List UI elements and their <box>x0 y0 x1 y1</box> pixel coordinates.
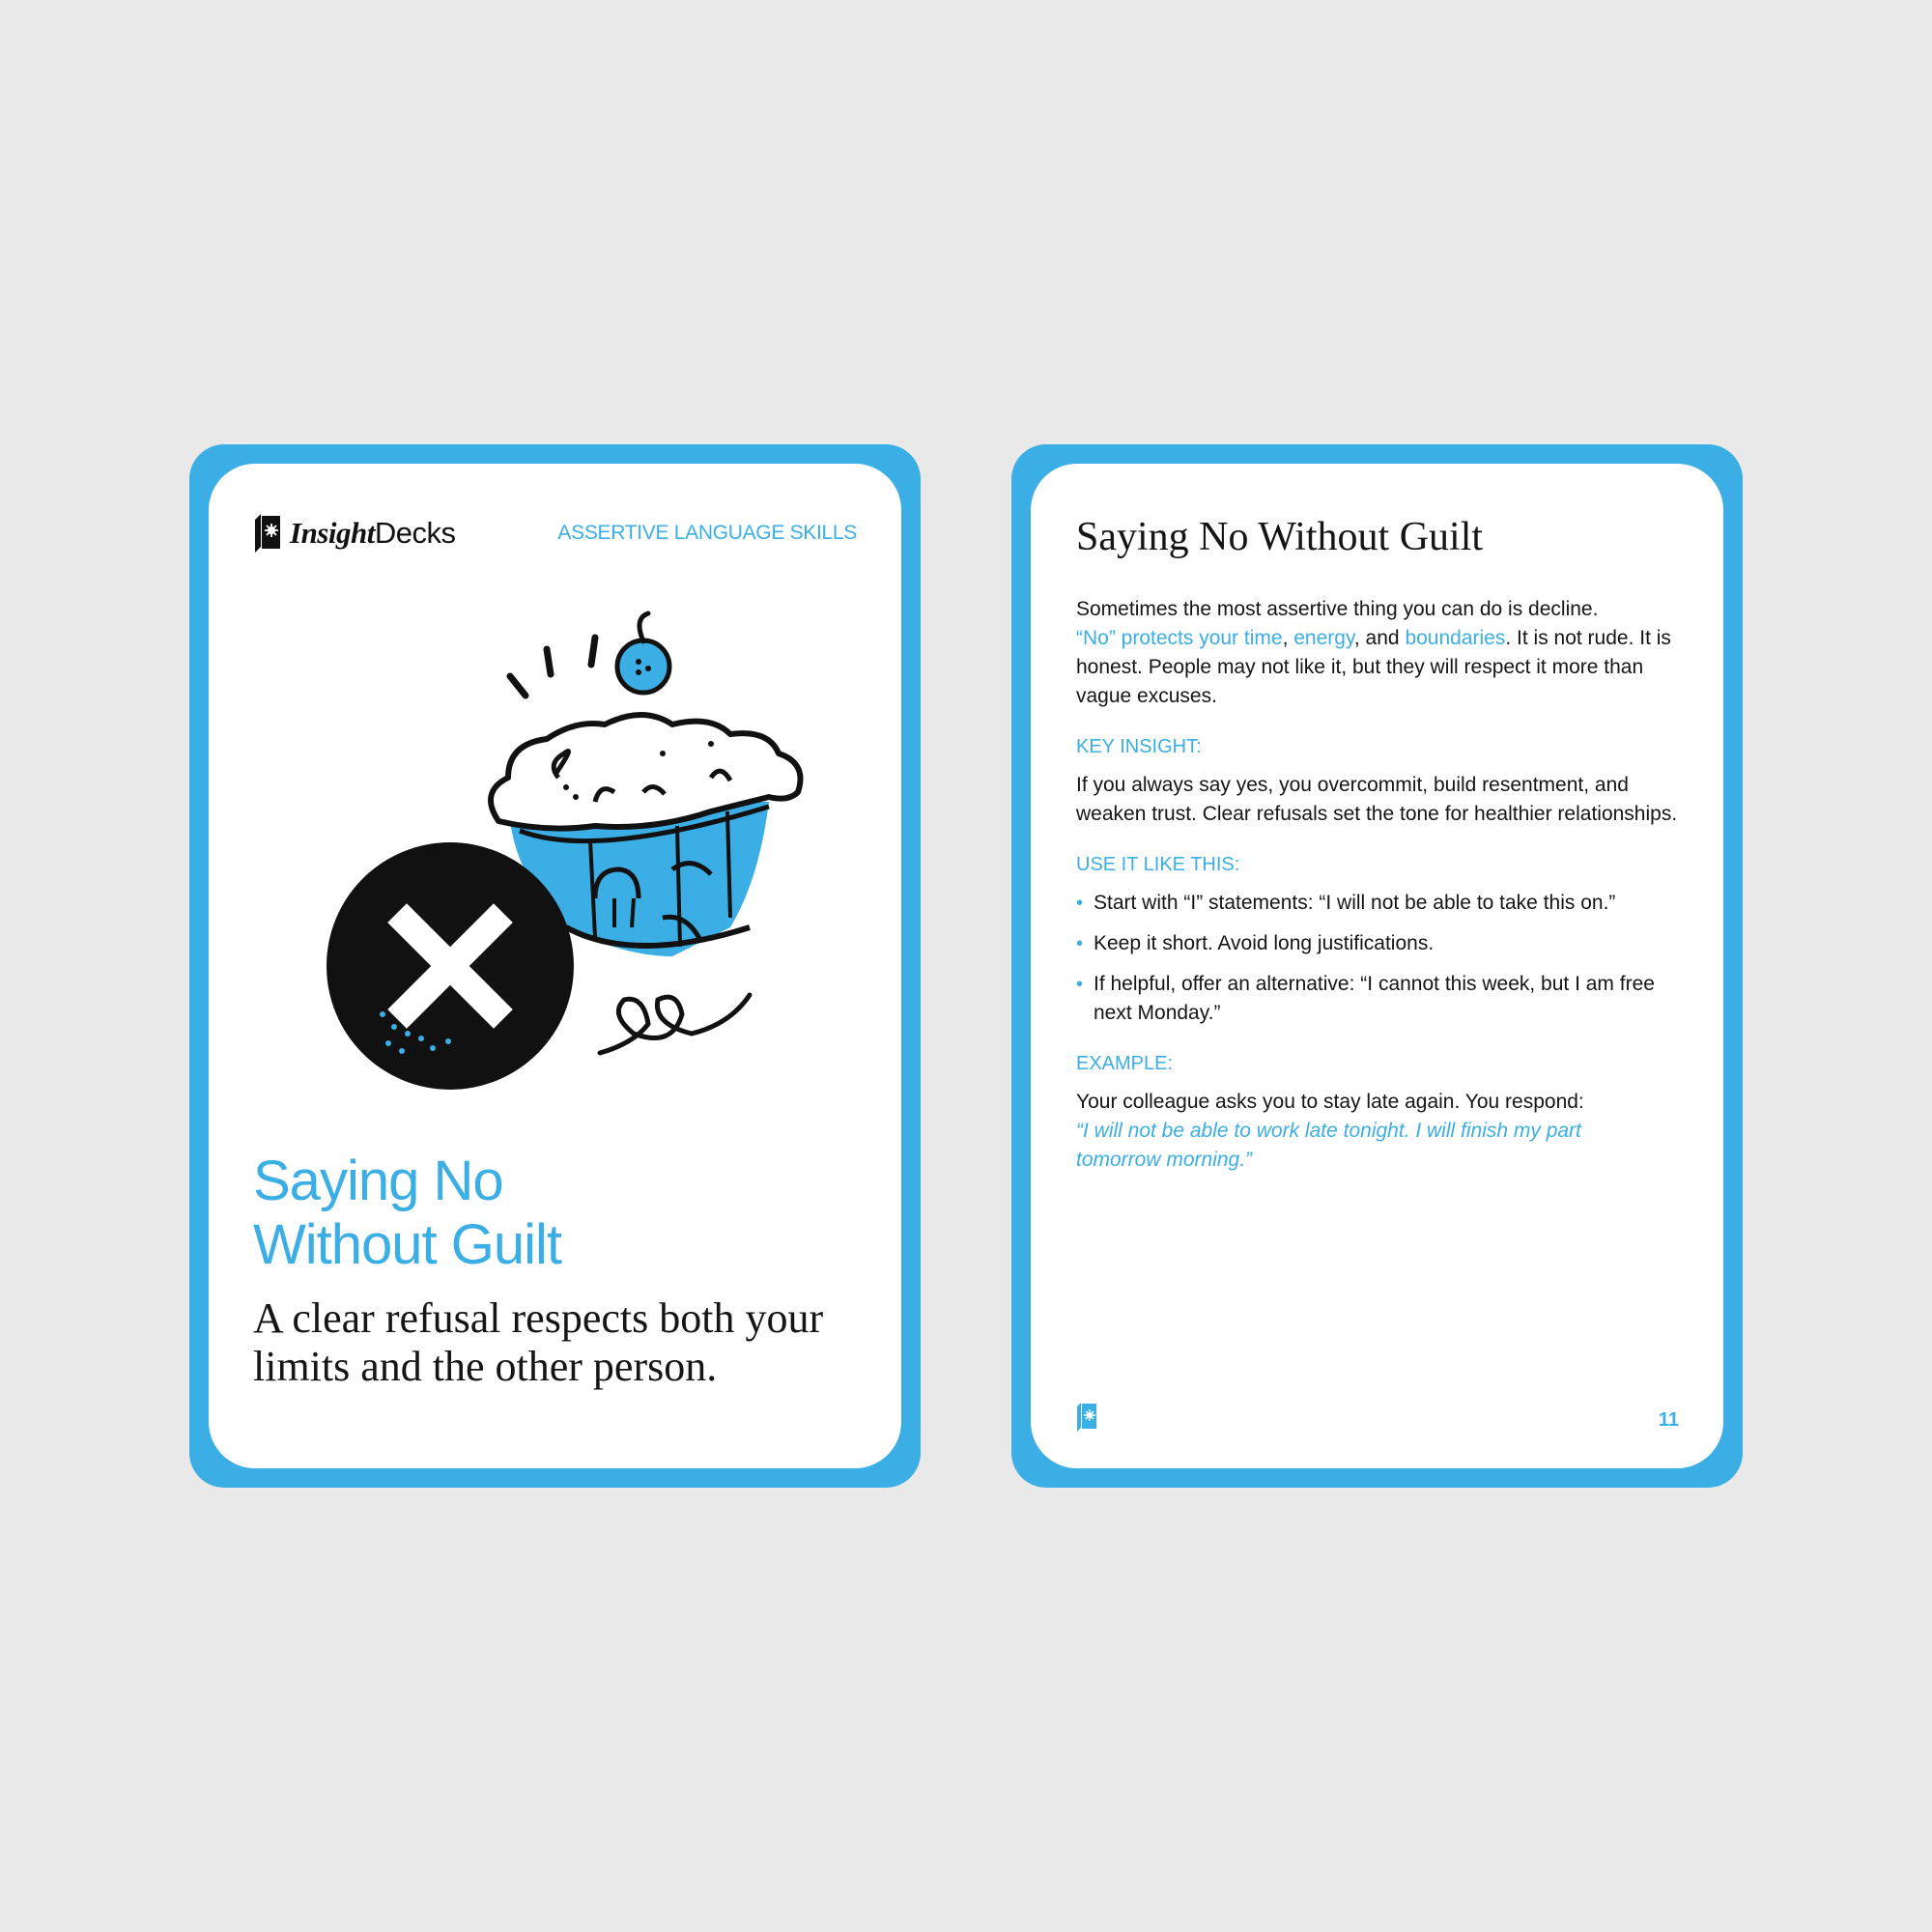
example-heading: EXAMPLE: <box>1076 1053 1174 1074</box>
category-label: ASSERTIVE LANGUAGE SKILLS <box>557 522 857 544</box>
front-card-face <box>209 464 901 1468</box>
page-number: 11 <box>1658 1409 1679 1431</box>
intro-text-2: . It is not rude. It is honest. People may not like it, but they will respect it more than vague excuses. <box>1076 627 1671 707</box>
bullet-text: Start with “I” statements: “I will not be able to take this on.” <box>1094 892 1616 914</box>
bullet-dot: • <box>1076 974 1084 995</box>
bullet-dot: • <box>1076 933 1084 954</box>
list-item <box>1076 929 1685 958</box>
brand-name-part2: Decks <box>374 516 456 550</box>
back-body <box>1076 595 1685 1175</box>
front-title <box>253 1150 833 1277</box>
use-it-heading: USE IT LIKE THIS: <box>1076 854 1240 875</box>
intro-sep-1: , <box>1282 627 1294 649</box>
front-card <box>189 444 921 1488</box>
intro-text-1: Sometimes the most assertive thing you can do is decline. <box>1076 598 1599 620</box>
back-title: Saying No Without Guilt <box>1076 515 1484 559</box>
back-card-face <box>1031 464 1723 1468</box>
cupcake-with-x-icon <box>305 609 808 1092</box>
brand-logo <box>253 512 455 554</box>
front-title-line1: Saying No <box>253 1150 503 1212</box>
list-item <box>1076 889 1685 918</box>
intro-highlight-boundaries: boundaries <box>1405 627 1506 649</box>
front-title-line2: Without Guilt <box>253 1213 561 1276</box>
brand-name-part1: Insight <box>290 516 375 550</box>
brand-name <box>290 516 455 551</box>
key-insight-text: If you always say yes, you overcommit, build resentment, and weaken trust. Clear refusals set the tone for healthier relationships. <box>1076 774 1678 825</box>
front-subtitle: A clear refusal respects both your limits and the other person. <box>253 1294 824 1390</box>
intro-highlight-time: “No” protects your time <box>1076 627 1283 649</box>
intro-highlight-energy: energy <box>1293 627 1354 649</box>
list-item <box>1076 970 1685 1028</box>
bullet-dot: • <box>1076 893 1084 914</box>
intro-sep-2: , and <box>1353 627 1406 649</box>
example-intro: Your colleague asks you to stay late again. You respond: <box>1076 1091 1584 1113</box>
bullet-text: If helpful, offer an alternative: “I cannot this week, but I am free next Monday.” <box>1094 973 1655 1024</box>
book-logo-icon <box>253 512 282 554</box>
book-logo-icon <box>1075 1401 1098 1434</box>
intro-paragraph <box>1076 595 1685 711</box>
key-insight-heading: KEY INSIGHT: <box>1076 736 1202 757</box>
example-quote: “I will not be able to work late tonight. I will finish my part tomorrow morning.” <box>1076 1120 1581 1171</box>
bullet-text: Keep it short. Avoid long justifications. <box>1094 932 1435 954</box>
back-card <box>1011 444 1743 1488</box>
